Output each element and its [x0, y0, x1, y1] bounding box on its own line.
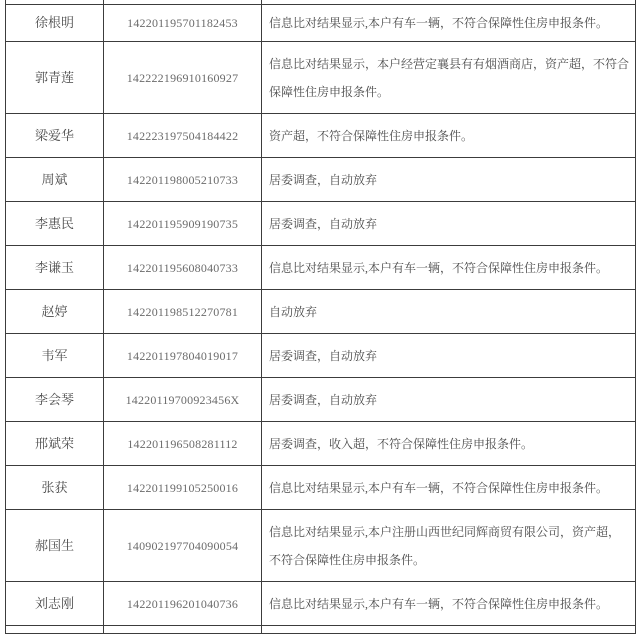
name-cell — [6, 334, 104, 377]
remark-text: 信息比对结果显示，本户经营定襄县有有烟酒商店，资产超，不符合保障性住房申报条件。 — [269, 56, 630, 99]
remark-cell — [262, 246, 635, 289]
remark-text: 居委调查，自动放弃 — [269, 216, 378, 231]
applicant-name: 韦军 — [41, 347, 68, 363]
applicant-name: 张获 — [41, 479, 68, 495]
table-row-cut-bottom — [6, 626, 635, 634]
remark-cell — [262, 334, 635, 377]
applicant-id-number: 142223197504184422 — [126, 128, 239, 143]
applicant-name: 赵婷 — [41, 303, 68, 319]
id-number-cell — [104, 114, 262, 157]
applicant-name: 刘志刚 — [34, 595, 74, 611]
applicant-id-number: 14220119700923456X — [125, 392, 240, 407]
id-number-cell — [104, 626, 262, 633]
table-row — [6, 582, 635, 626]
remark-text: 信息比对结果显示,本户有车一辆，不符合保障性住房申报条件。 — [269, 596, 609, 611]
table-row — [6, 378, 635, 422]
id-number-cell — [104, 158, 262, 201]
table-row — [6, 5, 635, 42]
applicant-name: 徐根明 — [34, 15, 74, 30]
id-number-cell — [104, 42, 262, 113]
applicant-id-number: 142201196508281112 — [127, 436, 238, 451]
applicants-table — [5, 0, 636, 634]
table-row — [6, 42, 635, 114]
id-number-cell — [104, 0, 262, 4]
name-cell — [6, 42, 104, 113]
remark-cell — [262, 582, 635, 625]
applicant-name: 梁爱华 — [34, 127, 74, 143]
name-cell — [6, 626, 104, 633]
id-number-cell — [104, 334, 262, 377]
remark-cell — [262, 42, 635, 113]
table-row — [6, 422, 635, 466]
remark-cell — [262, 378, 635, 421]
remark-text: 自动放弃 — [269, 304, 318, 319]
table-row — [6, 202, 635, 246]
remark-cell — [262, 626, 635, 633]
remark-text: 居委调查，收入超，不符合保障性住房申报条件。 — [269, 436, 534, 451]
id-number-cell — [104, 422, 262, 465]
remark-cell — [262, 0, 635, 4]
applicant-name: 李谦玉 — [34, 259, 74, 275]
id-number-cell — [104, 246, 262, 289]
table-row — [6, 114, 635, 158]
remark-cell — [262, 290, 635, 333]
id-number-cell — [104, 378, 262, 421]
remark-text: 信息比对结果显示,本户有车一辆，不符合保障性住房申报条件。 — [269, 16, 609, 30]
table-row — [6, 466, 635, 510]
remark-text: 信息比对结果显示,本户注册山西世纪同辉商贸有限公司，资产超，不符合保障性住房申报条件。 — [269, 524, 621, 567]
applicant-name: 邢斌荣 — [34, 435, 74, 451]
table-row — [6, 510, 635, 582]
id-number-cell — [104, 5, 262, 41]
table-row — [6, 334, 635, 378]
applicant-id-number: 142201198512270781 — [126, 304, 239, 319]
applicant-name: 李惠民 — [34, 215, 74, 231]
name-cell — [6, 422, 104, 465]
name-cell — [6, 0, 104, 4]
applicant-name: 周斌 — [41, 171, 68, 187]
remark-text: 信息比对结果显示,本户有车一辆，不符合保障性住房申报条件。 — [269, 480, 609, 495]
remark-cell — [262, 202, 635, 245]
applicant-id-number: 142201196201040736 — [126, 596, 239, 611]
name-cell — [6, 510, 104, 581]
name-cell — [6, 378, 104, 421]
id-number-cell — [104, 290, 262, 333]
remark-text: 资产超，不符合保障性住房申报条件。 — [269, 128, 474, 143]
table-row — [6, 290, 635, 334]
id-number-cell — [104, 582, 262, 625]
id-number-cell — [104, 466, 262, 509]
remark-cell — [262, 422, 635, 465]
remark-text: 居委调查，自动放弃 — [269, 348, 378, 363]
applicant-id-number: 142201195909190735 — [126, 216, 239, 231]
id-number-cell — [104, 202, 262, 245]
applicant-id-number: 142201195701182453 — [127, 16, 238, 30]
applicant-id-number: 142222196910160927 — [126, 70, 239, 85]
name-cell — [6, 158, 104, 201]
applicant-id-number: 140902197704090054 — [126, 538, 239, 553]
name-cell — [6, 114, 104, 157]
applicant-id-number: 142201199105250016 — [126, 480, 239, 495]
name-cell — [6, 5, 104, 41]
id-number-cell — [104, 510, 262, 581]
remark-text: 信息比对结果显示,本户有车一辆，不符合保障性住房申报条件。 — [269, 260, 609, 275]
applicant-id-number: 142201198005210733 — [126, 172, 239, 187]
remark-text: 居委调查，自动放弃 — [269, 172, 378, 187]
remark-cell — [262, 466, 635, 509]
applicant-name: 李会琴 — [34, 391, 74, 407]
remark-text: 居委调查，自动放弃 — [269, 392, 378, 407]
name-cell — [6, 290, 104, 333]
applicant-id-number: 142201195608040733 — [126, 260, 239, 275]
name-cell — [6, 466, 104, 509]
applicant-name: 郭青莲 — [34, 69, 74, 85]
remark-cell — [262, 510, 635, 581]
name-cell — [6, 582, 104, 625]
applicant-id-number: 142201197804019017 — [126, 348, 239, 363]
table-row — [6, 158, 635, 202]
applicant-name: 郝国生 — [34, 537, 74, 553]
remark-cell — [262, 5, 635, 41]
remark-cell — [262, 114, 635, 157]
remark-cell — [262, 158, 635, 201]
name-cell — [6, 246, 104, 289]
table-row — [6, 246, 635, 290]
name-cell — [6, 202, 104, 245]
